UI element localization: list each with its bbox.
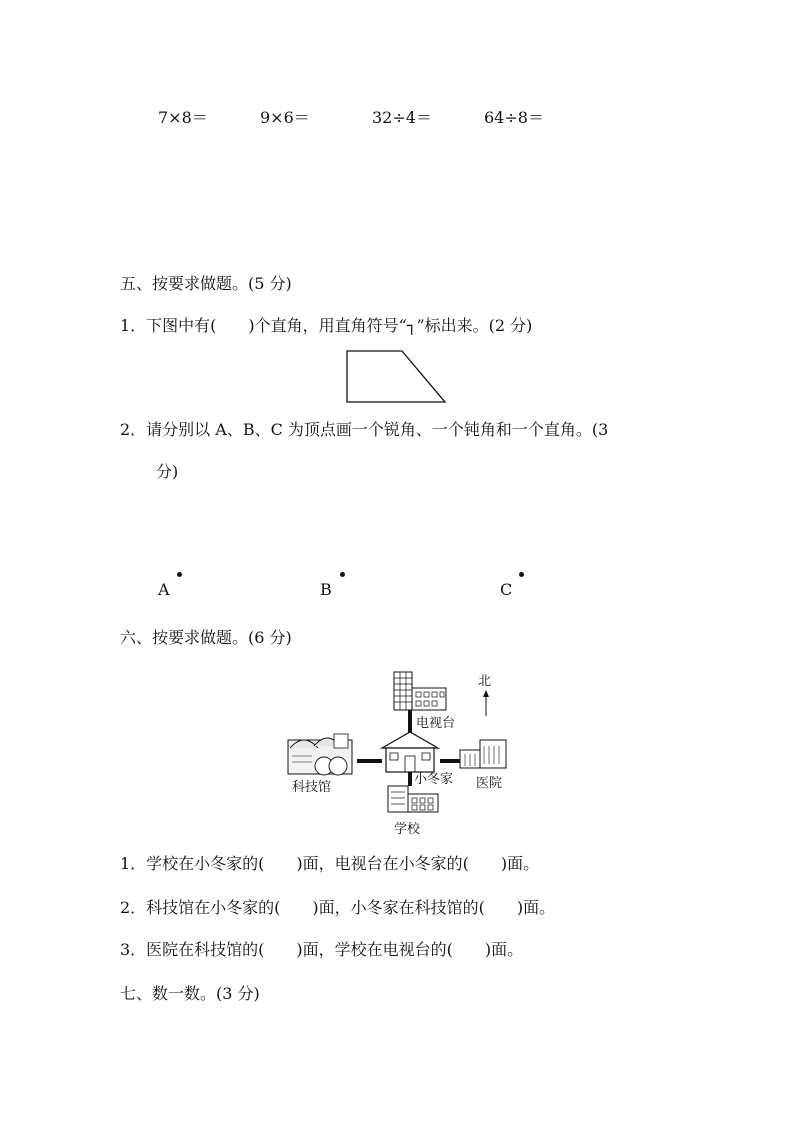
hospital-icon <box>460 740 506 768</box>
section6-heading: 六、按要求做题。(6 分) <box>120 628 292 647</box>
point-b-dot <box>340 572 345 577</box>
trapezoid-figure <box>344 348 450 406</box>
tv-station-icon <box>394 672 446 710</box>
section5-question-1: 1．下图中有( )个直角，用直角符号“┐”标出来。(2 分) <box>120 316 533 335</box>
map-label-hospital: 医院 <box>476 776 503 791</box>
point-a-dot <box>177 572 182 577</box>
calc-item-2: 9×6＝ <box>260 108 310 127</box>
section6-question-3: 3．医院在科技馆的( )面，学校在电视台的( )面。 <box>120 940 524 959</box>
calc-item-1: 7×8＝ <box>158 108 208 127</box>
map-label-science-museum: 科技馆 <box>292 780 332 795</box>
section6-question-1: 1．学校在小冬家的( )面，电视台在小冬家的( )面。 <box>120 854 540 873</box>
home-icon <box>382 732 438 772</box>
section6-question-2: 2．科技馆在小冬家的( )面，小冬家在科技馆的( )面。 <box>120 898 556 917</box>
map-label-tv-station: 电视台 <box>416 716 456 731</box>
north-arrow-icon <box>483 690 489 716</box>
calc-item-3: 32÷4＝ <box>372 108 432 127</box>
map-label-north: 北 <box>478 674 492 689</box>
section5-heading: 五、按要求做题。(5 分) <box>120 274 292 293</box>
section5-question-2-line1: 2．请分别以 A、B、C 为顶点画一个锐角、一个钝角和一个直角。(3 <box>120 420 609 439</box>
science-museum-icon <box>288 734 352 775</box>
section5-question-2-line2: 分) <box>156 462 179 481</box>
point-c-dot <box>519 572 524 577</box>
section7-heading: 七、数一数。(3 分) <box>120 984 260 1003</box>
point-label-a: A <box>158 580 170 599</box>
map-label-school: 学校 <box>394 822 421 837</box>
calc-item-4: 64÷8＝ <box>484 108 544 127</box>
point-label-b: B <box>320 580 332 599</box>
map-label-home: 小冬家 <box>414 772 454 787</box>
point-label-c: C <box>500 580 513 599</box>
